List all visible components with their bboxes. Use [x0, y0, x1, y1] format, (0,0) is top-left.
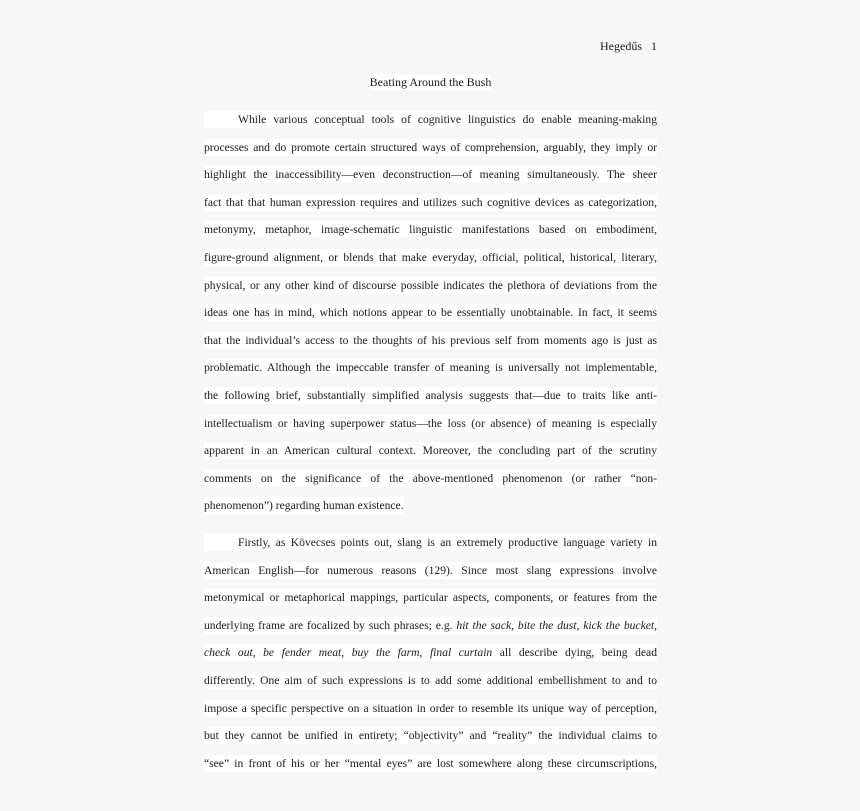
text-line: processes and do promote certain structured ways of comprehension, arguably, they imply or [204, 140, 657, 154]
paragraph-2 [204, 529, 657, 777]
text-line [204, 639, 657, 667]
text-line: fact that that human expression requires and utilizes such cognitive devices as categorization, [204, 195, 657, 209]
text-line: problematic. Although the impeccable transfer of meaning is universally not implementable, [204, 361, 657, 375]
running-header [204, 38, 657, 54]
text-line: intellectualism or having superpower status—the loss (or absence) of meaning is especially [204, 416, 657, 430]
text-line: While various conceptual tools of cognitive linguistics do enable meaning-making [204, 106, 657, 134]
text-line: comments on the significance of the above-mentioned phenomenon (or rather “non- [204, 471, 657, 485]
text-line: phenomenon”) regarding human existence. [204, 499, 404, 513]
slang-examples: check out, be fender meat, buy the farm, final curtain [204, 646, 493, 660]
text-line: metonymy, metaphor, image-schematic linguistic manifestations based on embodiment, [204, 223, 657, 237]
text-line: metonymical or metaphorical mappings, particular aspects, components, or features from the [204, 591, 657, 605]
paragraph-1 [204, 106, 657, 520]
page-number: 1 [651, 39, 657, 53]
text-line: that the individual’s access to the thoughts of his previous self from moments ago is just as [204, 333, 657, 347]
document-title-text: Beating Around the Bush [369, 75, 492, 89]
text-line: but they cannot be unified in entirety; “objectivity” and “reality” the individual claims to [204, 729, 657, 743]
text-line: impose a specific perspective on a situation in order to resemble its unique way of perception, [204, 701, 657, 715]
text-line: physical, or any other kind of discourse possible indicates the plethora of deviations from the [204, 278, 657, 292]
text-line: figure-ground alignment, or blends that make everyday, official, political, historical, literary, [204, 250, 657, 264]
line-text: all describe dying, being dead [492, 646, 657, 660]
text-line: highlight the inaccessibility—even deconstruction—of meaning simultaneously. The sheer [204, 168, 657, 182]
document-title [204, 74, 657, 90]
header-author: Hegedűs [600, 39, 642, 53]
text-line: American English—for numerous reasons (129). Since most slang expressions involve [204, 563, 657, 577]
text-line: “see” in front of his or her “mental eyes” are lost somewhere along these circumscriptions, [204, 756, 657, 770]
text-line: apparent in an American cultural context. Moreover, the concluding part of the scrutiny [204, 444, 657, 458]
text-line: ideas one has in mind, which notions appear to be essentially unobtainable. In fact, it seems [204, 306, 657, 320]
text-line: the following brief, substantially simplified analysis suggests that—due to traits like anti- [204, 388, 657, 402]
text-line: differently. One aim of such expressions is to add some additional embellishment to and to [204, 673, 657, 687]
slang-examples: hit the sack, bite the dust, kick the bucket, [456, 618, 657, 632]
text-line: Firstly, as Kövecses points out, slang is an extremely productive language variety in [204, 529, 657, 557]
text-line [204, 612, 657, 640]
line-text: underlying frame are focalized by such phrases; e.g. [204, 618, 457, 632]
